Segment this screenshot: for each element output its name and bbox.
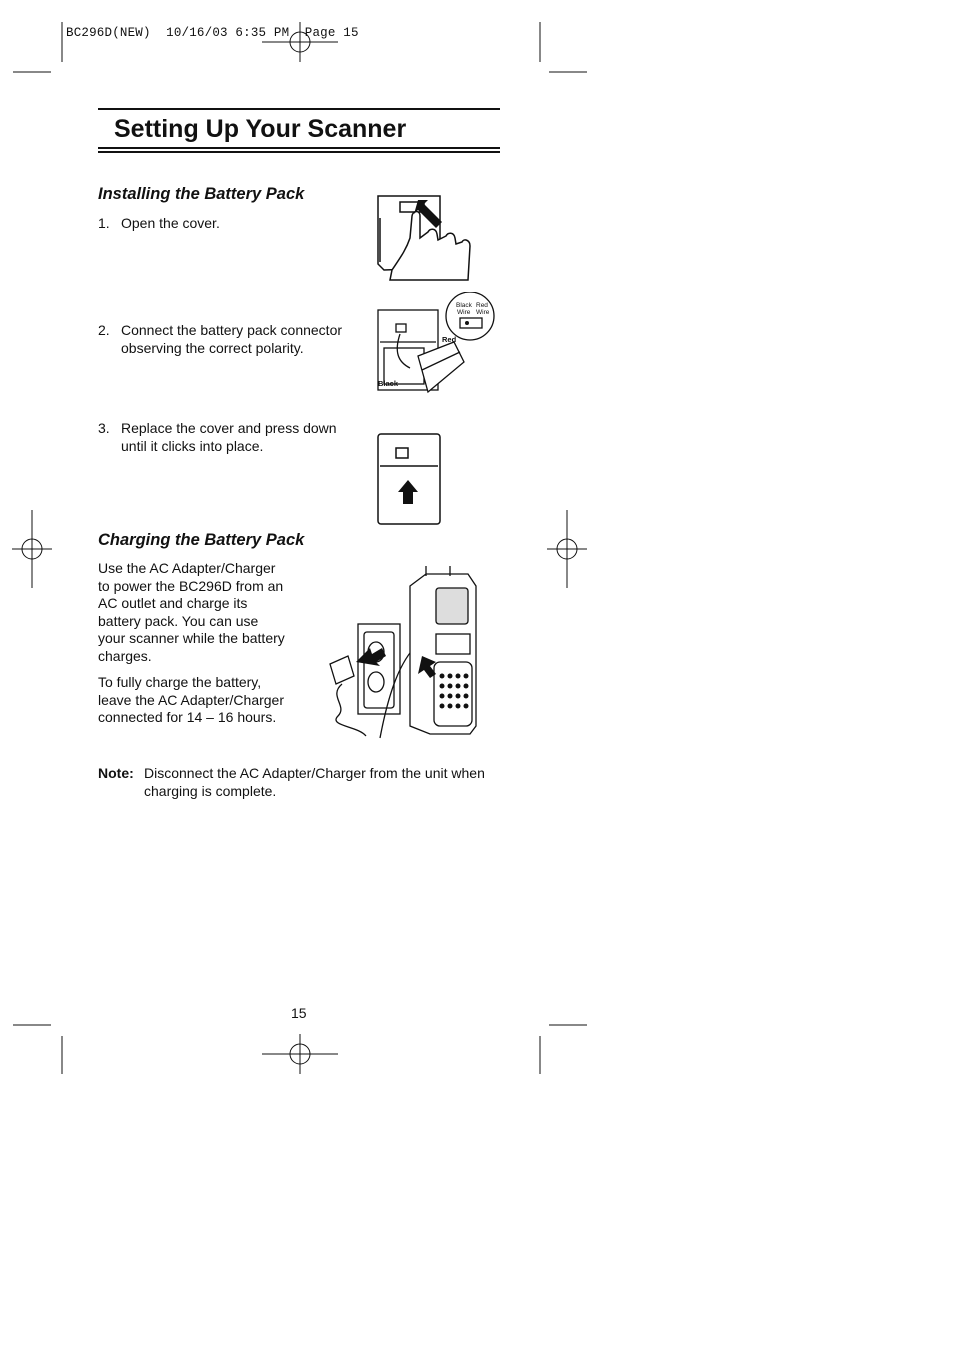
- label-red-wire: Red: [476, 302, 488, 309]
- charging-para-1: [98, 560, 308, 665]
- install-heading: Installing the Battery Pack: [98, 185, 305, 203]
- install-step-2: [98, 322, 342, 357]
- step-text-line: observing the correct polarity.: [121, 339, 304, 356]
- replace-cover-illustration: [370, 428, 450, 530]
- step-number: 2.: [98, 322, 110, 338]
- note-label: Note:: [98, 765, 134, 781]
- title-block: [98, 108, 500, 153]
- charging-illustration: [318, 566, 496, 740]
- page-number: 15: [291, 1005, 307, 1021]
- step-text-line: Replace the cover and press down: [121, 420, 337, 436]
- label-black-wire-2: Wire: [457, 309, 471, 316]
- title-rule-top: [98, 108, 500, 110]
- note-text-line: charging is complete.: [144, 782, 277, 799]
- note-text-line: Disconnect the AC Adapter/Charger from the unit when: [144, 765, 485, 781]
- step-text-line: until it clicks into place.: [121, 437, 264, 454]
- label-black-wire: Black: [456, 302, 472, 309]
- connector-illustration: [370, 292, 500, 400]
- registration-mark: [12, 510, 52, 588]
- step-number: 1.: [98, 215, 110, 231]
- print-slug: BC296D(NEW) 10/16/03 6:35 PM Page 15: [66, 26, 359, 40]
- open-cover-illustration: [370, 188, 480, 288]
- registration-mark: [547, 510, 587, 588]
- registration-mark: [262, 1034, 338, 1074]
- text-line: AC outlet and charge its: [98, 595, 248, 611]
- label-red-wire-2: Wire: [476, 309, 490, 316]
- label-red: Red: [442, 335, 457, 344]
- note-block: [98, 765, 508, 800]
- step-number: 3.: [98, 420, 110, 436]
- install-step-1: [98, 215, 220, 233]
- charging-heading: Charging the Battery Pack: [98, 531, 305, 549]
- charging-para-2: [98, 674, 308, 727]
- title-rule-bottom-2: [98, 151, 500, 153]
- text-line: connected for 14 – 16 hours.: [98, 709, 277, 725]
- text-line: Use the AC Adapter/Charger: [98, 560, 276, 576]
- text-line: leave the AC Adapter/Charger: [98, 691, 285, 708]
- label-black: Black: [378, 379, 399, 388]
- step-text: Open the cover.: [121, 215, 220, 231]
- text-line: to power the BC296D from an: [98, 577, 284, 594]
- text-line: battery pack. You can use: [98, 612, 259, 629]
- title-rule-bottom: [98, 147, 500, 149]
- step-text-line: Connect the battery pack connector: [121, 322, 343, 338]
- page-title: Setting Up Your Scanner: [114, 115, 407, 143]
- install-step-3: [98, 420, 337, 455]
- text-line: To fully charge the battery,: [98, 674, 262, 690]
- text-line: your scanner while the battery: [98, 630, 285, 646]
- charging-text: [98, 560, 308, 736]
- text-line: charges.: [98, 647, 152, 664]
